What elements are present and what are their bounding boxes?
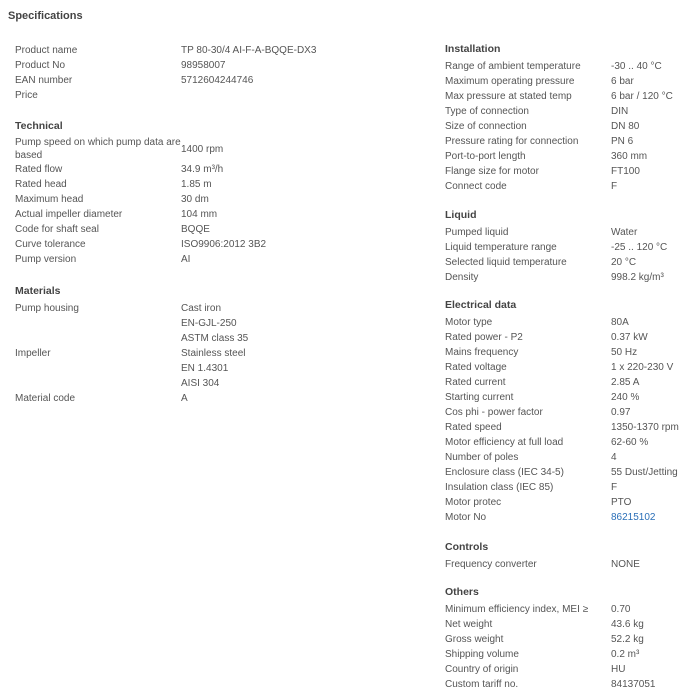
spec-row-starting-current	[445, 390, 695, 405]
spec-label: Insulation class (IEC 85)	[445, 482, 554, 493]
spec-row-impeller	[15, 346, 415, 361]
spec-label: Product No	[15, 60, 66, 71]
spec-row-product-no	[15, 58, 415, 73]
spec-label: Max pressure at stated temp	[445, 91, 572, 102]
liquid-section	[445, 208, 695, 285]
materials-section	[15, 284, 415, 406]
spec-row-motor-type	[445, 315, 695, 330]
technical-section	[15, 119, 415, 267]
spec-value: 5712604244746	[181, 75, 254, 86]
spec-label: Maximum operating pressure	[445, 76, 575, 87]
spec-value: 998.2 kg/m³	[611, 272, 664, 283]
spec-value: 360 mm	[611, 151, 648, 162]
spec-row-mei	[445, 602, 695, 617]
spec-label: Rated flow	[15, 164, 63, 175]
spec-label: Pumped liquid	[445, 227, 509, 238]
spec-value: 0.37 kW	[611, 332, 648, 343]
spec-row-connection-type	[445, 104, 695, 119]
spec-row-rated-head	[15, 177, 415, 192]
spec-row-enclosure-class	[445, 465, 695, 480]
spec-value: 80A	[611, 317, 629, 328]
spec-value: 1 x 220-230 V	[611, 362, 674, 373]
spec-value: 20 °C	[611, 257, 637, 268]
spec-value: F	[611, 482, 618, 493]
spec-label: Density	[445, 272, 479, 283]
spec-row-net-weight	[445, 617, 695, 632]
spec-value: 104 mm	[181, 209, 218, 220]
spec-row-rated-current	[445, 375, 695, 390]
spec-value: 84137051	[611, 679, 656, 690]
technical-section-title: Technical	[15, 120, 63, 132]
spec-label: Rated power - P2	[445, 332, 523, 343]
spec-label: Country of origin	[445, 664, 519, 675]
spec-row-pump-housing-2	[15, 316, 415, 331]
spec-value: Water	[611, 227, 638, 238]
spec-row-maximum-head	[15, 192, 415, 207]
spec-value: PTO	[611, 497, 632, 508]
spec-label: Rated head	[15, 179, 67, 190]
general-section	[15, 43, 415, 103]
spec-label: Impeller	[15, 348, 51, 359]
spec-value: 43.6 kg	[611, 619, 644, 630]
spec-label: Range of ambient temperature	[445, 61, 581, 72]
spec-row-impeller-3	[15, 376, 415, 391]
spec-value: 52.2 kg	[611, 634, 644, 645]
spec-value: AI	[181, 254, 191, 265]
spec-row-port-length	[445, 149, 695, 164]
spec-value: PN 6	[611, 136, 634, 147]
spec-value: F	[611, 181, 618, 192]
spec-value: -30 .. 40 °C	[611, 61, 662, 72]
spec-label: Liquid temperature range	[445, 242, 557, 253]
spec-label: Curve tolerance	[15, 239, 86, 250]
spec-row-product-name	[15, 43, 415, 58]
spec-row-rated-power	[445, 330, 695, 345]
spec-value: A	[181, 393, 188, 404]
spec-label: Enclosure class (IEC 34-5)	[445, 467, 564, 478]
spec-row-flange-size	[445, 164, 695, 179]
spec-row-rated-speed	[445, 420, 695, 435]
spec-value: 50 Hz	[611, 347, 638, 358]
others-section-title: Others	[445, 586, 479, 598]
spec-row-material-code	[15, 391, 415, 406]
spec-value: DN 80	[611, 121, 640, 132]
spec-value: 2.85 A	[611, 377, 640, 388]
spec-label: Price	[15, 90, 38, 101]
spec-label: Pump speed on which pump data are based	[15, 137, 181, 161]
spec-value: 6 bar / 120 °C	[611, 91, 673, 102]
controls-section-title: Controls	[445, 541, 489, 553]
spec-label: Selected liquid temperature	[445, 257, 567, 268]
spec-row-country-of-origin	[445, 662, 695, 677]
spec-label: Rated current	[445, 377, 506, 388]
spec-row-max-pressure-temp	[445, 89, 695, 104]
spec-row-frequency-converter	[445, 557, 695, 572]
electrical-section-title: Electrical data	[445, 299, 517, 311]
spec-row-shaft-seal	[15, 222, 415, 237]
spec-row-motor-no	[445, 510, 695, 525]
spec-value: BQQE	[181, 224, 210, 235]
spec-value: 0.2 m³	[611, 649, 640, 660]
spec-row-impeller-2	[15, 361, 415, 376]
spec-value: FT100	[611, 166, 640, 177]
spec-label: Starting current	[445, 392, 514, 403]
spec-row-price	[15, 88, 415, 103]
spec-label: Motor efficiency at full load	[445, 437, 564, 448]
spec-label: Connect code	[445, 181, 507, 192]
spec-row-shipping-volume	[445, 647, 695, 662]
controls-section	[445, 540, 695, 572]
spec-value: HU	[611, 664, 626, 675]
spec-row-pump-speed	[15, 136, 415, 162]
spec-label: EAN number	[15, 75, 73, 86]
spec-label: Type of connection	[445, 106, 529, 117]
spec-value: 30 dm	[181, 194, 209, 205]
spec-value: EN-GJL-250	[181, 318, 237, 329]
spec-value: NONE	[611, 559, 640, 570]
spec-label: Rated speed	[445, 422, 502, 433]
spec-row-max-operating-pressure	[445, 74, 695, 89]
spec-row-liquid-temp-range	[445, 240, 695, 255]
spec-row-impeller-diameter	[15, 207, 415, 222]
spec-label: Rated voltage	[445, 362, 507, 373]
installation-section-title: Installation	[445, 43, 501, 55]
spec-row-density	[445, 270, 695, 285]
spec-row-insulation-class	[445, 480, 695, 495]
spec-label: Shipping volume	[445, 649, 519, 660]
spec-row-pumped-liquid	[445, 225, 695, 240]
spec-value: 240 %	[611, 392, 640, 403]
spec-label: Gross weight	[445, 634, 504, 645]
spec-value: Stainless steel	[181, 348, 246, 359]
spec-value: TP 80-30/4 AI-F-A-BQQE-DX3	[181, 45, 317, 56]
materials-section-title: Materials	[15, 285, 61, 297]
spec-label: Minimum efficiency index, MEI ≥	[445, 604, 589, 615]
liquid-section-title: Liquid	[445, 209, 477, 221]
spec-label: Flange size for motor	[445, 166, 539, 177]
spec-label: Product name	[15, 45, 78, 56]
spec-row-pump-version	[15, 252, 415, 267]
spec-value: 55 Dust/Jetting	[611, 467, 678, 478]
spec-label: Pump housing	[15, 303, 79, 314]
page-title: Specifications	[8, 10, 83, 22]
spec-row-motor-efficiency	[445, 435, 695, 450]
spec-row-curve-tolerance	[15, 237, 415, 252]
spec-value: 34.9 m³/h	[181, 164, 224, 175]
spec-row-cos-phi	[445, 405, 695, 420]
spec-value: ASTM class 35	[181, 333, 249, 344]
spec-value	[181, 88, 415, 103]
spec-value: AISI 304	[181, 378, 220, 389]
spec-label: Actual impeller diameter	[15, 209, 123, 220]
spec-row-custom-tariff	[445, 677, 695, 692]
spec-label: Maximum head	[15, 194, 84, 205]
spec-row-rated-flow	[15, 162, 415, 177]
spec-label: Size of connection	[445, 121, 527, 132]
spec-value: 0.97	[611, 407, 631, 418]
electrical-section	[445, 298, 695, 525]
spec-value: -25 .. 120 °C	[611, 242, 668, 253]
spec-label: Material code	[15, 393, 76, 404]
spec-value: 1.85 m	[181, 179, 212, 190]
spec-label: Number of poles	[445, 452, 519, 463]
spec-value: 98958007	[181, 60, 226, 71]
spec-label: Motor protec	[445, 497, 502, 508]
spec-label: Motor type	[445, 317, 493, 328]
spec-row-ean-number	[15, 73, 415, 88]
spec-label	[15, 316, 181, 331]
spec-label	[15, 361, 181, 376]
spec-row-pump-housing	[15, 301, 415, 316]
spec-value: 62-60 %	[611, 437, 649, 448]
spec-row-mains-frequency	[445, 345, 695, 360]
spec-value: 6 bar	[611, 76, 634, 87]
spec-label: Pressure rating for connection	[445, 136, 579, 147]
spec-value: 1400 rpm	[181, 143, 224, 155]
spec-row-pressure-rating	[445, 134, 695, 149]
spec-label: Port-to-port length	[445, 151, 526, 162]
spec-value: EN 1.4301	[181, 363, 229, 374]
spec-label: Frequency converter	[445, 559, 537, 570]
installation-section	[445, 42, 695, 194]
spec-label: Cos phi - power factor	[445, 407, 543, 418]
spec-row-pump-housing-3	[15, 331, 415, 346]
spec-row-connection-size	[445, 119, 695, 134]
spec-label: Mains frequency	[445, 347, 519, 358]
motor-no-link[interactable]: 86215102	[611, 512, 656, 523]
spec-row-number-of-poles	[445, 450, 695, 465]
spec-row-ambient-temp	[445, 59, 695, 74]
spec-label: Pump version	[15, 254, 77, 265]
spec-value: 1350-1370 rpm	[611, 422, 679, 433]
spec-row-gross-weight	[445, 632, 695, 647]
spec-value: DIN	[611, 106, 629, 117]
spec-row-motor-protec	[445, 495, 695, 510]
spec-row-selected-liquid-temp	[445, 255, 695, 270]
spec-label: Custom tariff no.	[445, 679, 519, 690]
spec-value: Cast iron	[181, 303, 222, 314]
spec-value: 4	[611, 452, 617, 463]
others-section	[445, 585, 695, 692]
spec-label	[15, 376, 181, 391]
spec-value: ISO9906:2012 3B2	[181, 239, 267, 250]
spec-label: Net weight	[445, 619, 493, 630]
spec-value: 0.70	[611, 604, 631, 615]
spec-label	[15, 331, 181, 346]
spec-row-connect-code	[445, 179, 695, 194]
spec-label: Motor No	[445, 512, 487, 523]
spec-row-rated-voltage	[445, 360, 695, 375]
spec-label: Code for shaft seal	[15, 224, 99, 235]
